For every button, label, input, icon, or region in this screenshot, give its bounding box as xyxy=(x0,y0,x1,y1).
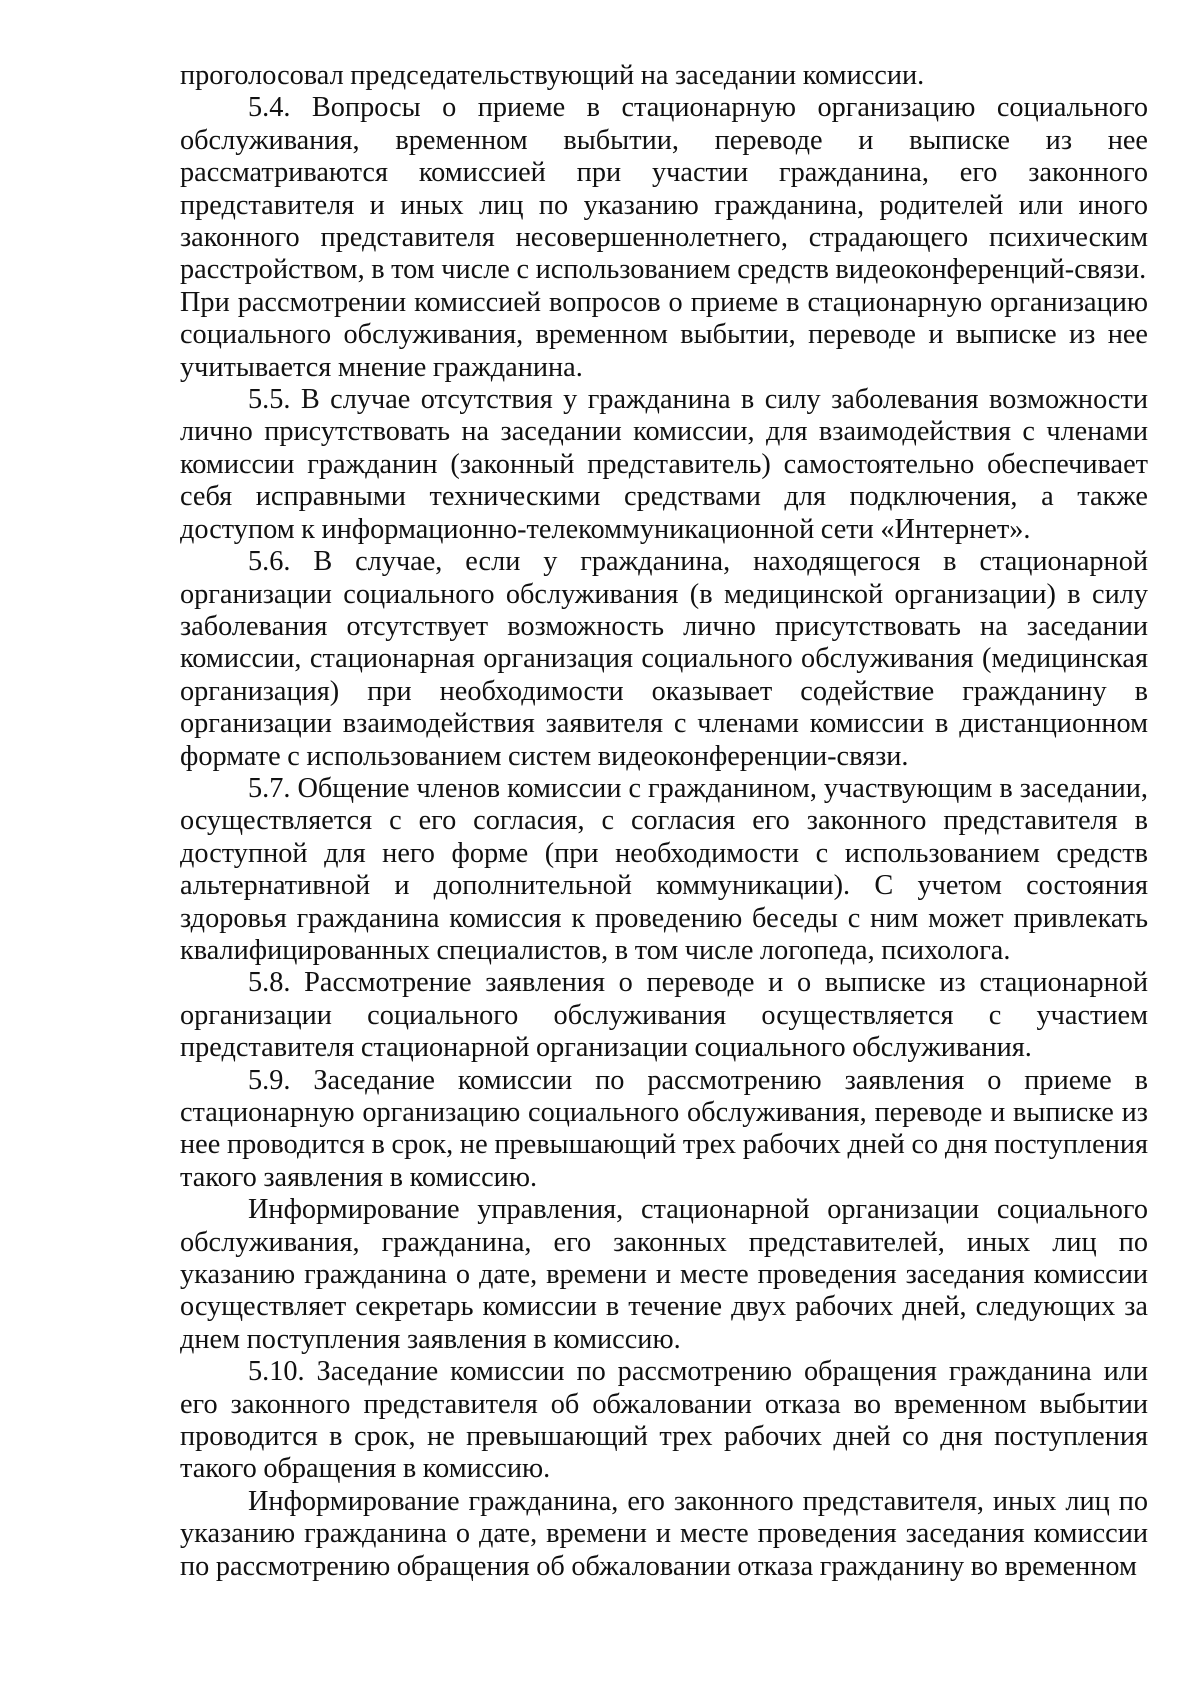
paragraph-5-5: 5.5. В случае отсутствия у гражданина в силу заболевания возможности лично присутствовать на заседании комиссии, для взаимодействия с членами комиссии гражданин (законный представитель) самостоятельно обеспечивает себя исправными техническими средствами для подключения, а также доступом к информационно-телекоммуникационной сети «Интернет». xyxy=(180,384,1148,545)
document-body xyxy=(180,60,1148,1583)
paragraph-5-10-informing: Информирование гражданина, его законного представителя, иных лиц по указанию гражданина о дате, времени и месте проведения заседания комиссии по рассмотрению обращения об обжаловании отказа гражданину во временном xyxy=(180,1485,1148,1582)
paragraph-5-10: 5.10. Заседание комиссии по рассмотрению обращения гражданина или его законного представителя об обжаловании отказа во временном выбытии проводится в срок, не превышающий трех рабочих дней со дня поступления такого обращения в комиссию. xyxy=(180,1356,1148,1485)
paragraph-5-9: 5.9. Заседание комиссии по рассмотрению заявления о приеме в стационарную организацию социального обслуживания, переводе и выписке из нее проводится в срок, не превышающий трех рабочих дней со дня поступления такого заявления в комиссию. xyxy=(180,1064,1148,1193)
paragraph-5-6: 5.6. В случае, если у гражданина, находящегося в стационарной организации социального обслуживания (в медицинской организации) в силу заболевания отсутствует возможность лично присутствовать на заседании комиссии, стационарная организация социального обслуживания (медицинская организация) при необходимости оказывает содействие гражданину в организации взаимодействия заявителя с членами комиссии в дистанционном формате с использованием систем видеоконференции-связи. xyxy=(180,546,1148,772)
paragraph-5-9-informing: Информирование управления, стационарной организации социального обслуживания, гражданина, его законных представителей, иных лиц по указанию гражданина о дате, времени и месте проведения заседания комиссии осуществляет секретарь комиссии в течение двух рабочих дней, следующих за днем поступления заявления в комиссию. xyxy=(180,1194,1148,1355)
paragraph-5-4: 5.4. Вопросы о приеме в стационарную организацию социального обслуживания, временном выбытии, переводе и выписке из нее рассматриваются комиссией при участии гражданина, его законного представителя и иных лиц по указанию гражданина, родителей или иного законного представителя несовершеннолетнего, страдающего психическим расстройством, в том числе с использованием средств видеоконференций-связи. xyxy=(180,92,1148,286)
paragraph-5-4-opinion: При рассмотрении комиссией вопросов о приеме в стационарную организацию социального обслуживания, временном выбытии, переводе и выписке из нее учитывается мнение гражданина. xyxy=(180,286,1148,383)
paragraph-5-8: 5.8. Рассмотрение заявления о переводе и о выписке из стационарной организации социального обслуживания осуществляется с участием представителя стационарной организации социального обслуживания. xyxy=(180,967,1148,1064)
paragraph-5-7: 5.7. Общение членов комиссии с гражданином, участвующим в заседании, осуществляется с его согласия, с согласия его законного представителя в доступной для него форме (при необходимости с использованием средств альтернативной и дополнительной коммуникации). С учетом состояния здоровья гражданина комиссия к проведению беседы с ним может привлекать квалифицированных специалистов, в том числе логопеда, психолога. xyxy=(180,772,1148,966)
paragraph-continuation: проголосовал председательствующий на заседании комиссии. xyxy=(180,60,925,91)
